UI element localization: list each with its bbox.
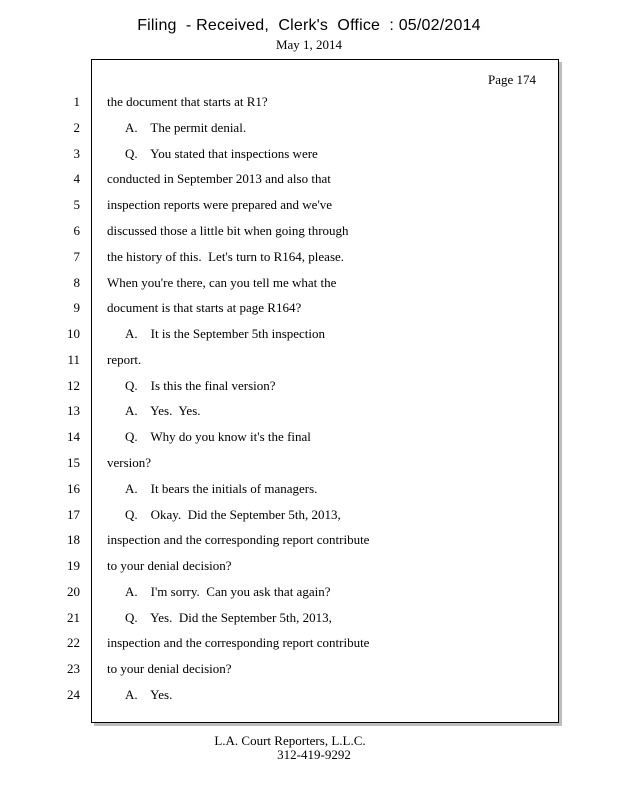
transcript-line: discussed those a little bit when going through (107, 223, 349, 238)
transcript-line: Q. Yes. Did the September 5th, 2013, (125, 610, 332, 625)
line-number: 4 (73, 171, 80, 186)
line-number: 18 (67, 532, 80, 547)
reporter-phone: 312-419-9292 (277, 747, 351, 762)
line-number: 22 (67, 635, 80, 650)
transcript-line: Q. You stated that inspections were (125, 146, 318, 161)
reporter-company: L.A. Court Reporters, L.L.C. (214, 733, 366, 748)
line-number: 9 (73, 300, 80, 315)
transcript-line: Q. Okay. Did the September 5th, 2013, (125, 507, 341, 522)
transcript-line: A. Yes. (125, 687, 173, 702)
transcript-line: document is that starts at page R164? (107, 300, 302, 315)
line-number: 16 (67, 481, 80, 496)
line-number: 24 (67, 687, 80, 702)
line-number: 20 (67, 584, 80, 599)
line-number: 6 (73, 223, 80, 238)
line-number: 5 (73, 197, 80, 212)
transcript-line: to your denial decision? (107, 661, 232, 676)
line-number: 12 (67, 378, 80, 393)
transcript-line: to your denial decision? (107, 558, 232, 573)
line-number: 14 (67, 429, 80, 444)
transcript-line: Q. Is this the final version? (125, 378, 276, 393)
transcript-line: Q. Why do you know it's the final (125, 429, 311, 444)
transcript-line: A. I'm sorry. Can you ask that again? (125, 584, 331, 599)
transcript-line: the document that starts at R1? (107, 94, 268, 109)
line-number: 7 (73, 249, 80, 264)
transcript-line: inspection reports were prepared and we've (107, 197, 333, 212)
transcript-line: inspection and the corresponding report contribute (107, 635, 370, 650)
line-number: 3 (73, 146, 80, 161)
line-number: 11 (67, 352, 80, 367)
transcript-line: A. It is the September 5th inspection (125, 326, 326, 341)
line-number: 17 (67, 507, 80, 522)
page-number: Page 174 (487, 72, 536, 87)
line-number: 23 (67, 661, 80, 676)
line-number: 15 (67, 455, 80, 470)
transcript-line: the history of this. Let's turn to R164, please. (107, 249, 345, 264)
transcript-line: A. The permit denial. (125, 120, 247, 135)
transcript-date: May 1, 2014 (275, 37, 343, 52)
line-number: 10 (67, 326, 80, 341)
transcript-line: A. It bears the initials of managers. (125, 481, 318, 496)
transcript-line: version? (107, 455, 152, 470)
filing-stamp: Filing - Received, Clerk's Office : 05/02/2014 (137, 17, 481, 34)
line-number: 21 (67, 610, 80, 625)
line-number: 13 (67, 403, 80, 418)
line-number: 1 (73, 94, 80, 109)
transcript-line: When you're there, can you tell me what the (107, 275, 337, 290)
transcript-line: report. (107, 352, 142, 367)
line-number: 19 (67, 558, 80, 573)
transcript-line: inspection and the corresponding report contribute (107, 532, 370, 547)
line-number: 2 (73, 120, 80, 135)
line-number: 8 (73, 275, 80, 290)
transcript-line: conducted in September 2013 and also that (107, 171, 331, 186)
transcript-line: A. Yes. Yes. (125, 403, 201, 418)
